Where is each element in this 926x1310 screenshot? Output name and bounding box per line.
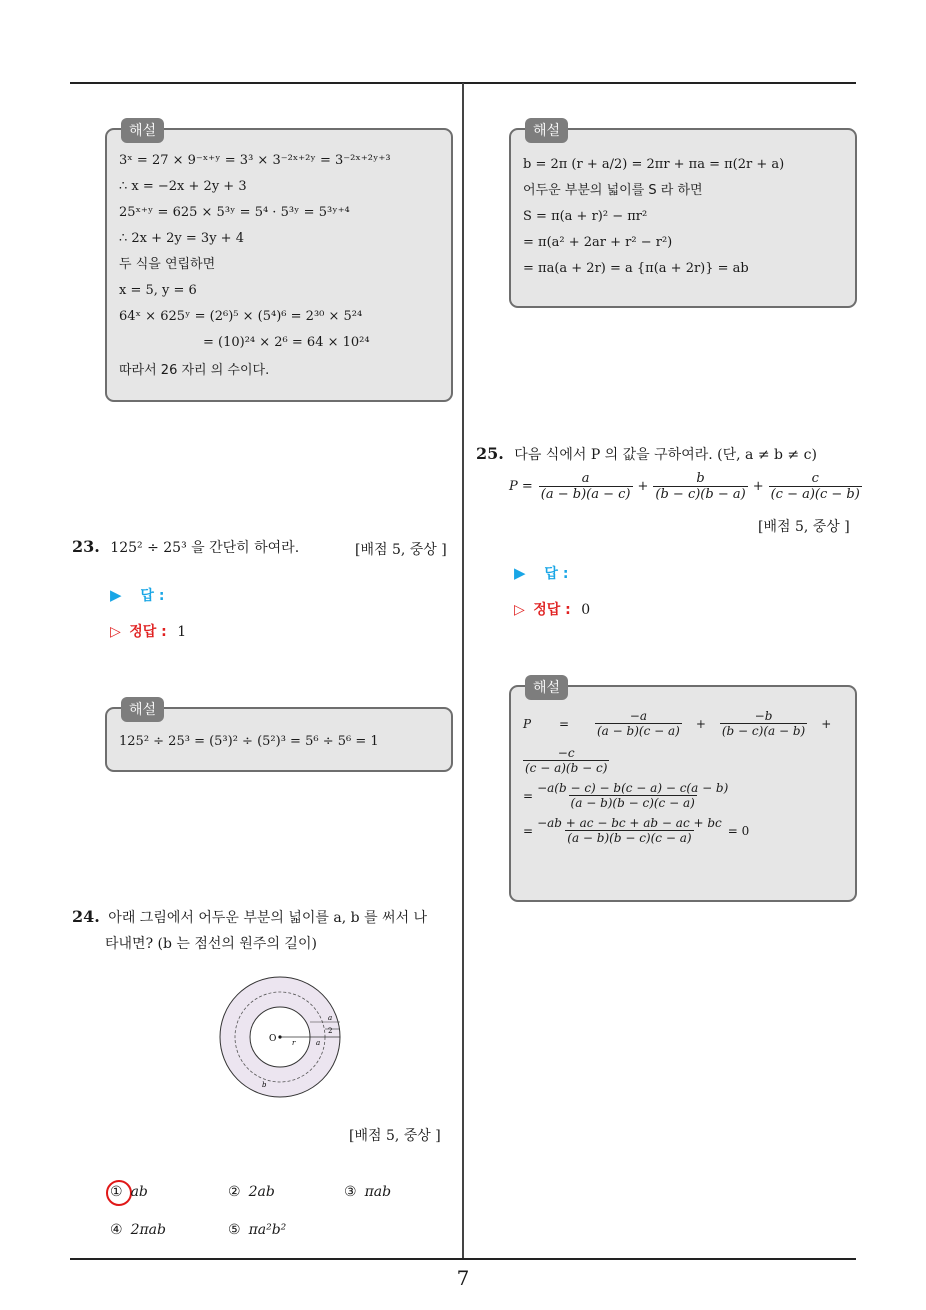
solution-line: 두 식을 연립하면 xyxy=(119,257,216,272)
concentric-circles-figure xyxy=(216,973,344,1101)
r-label: r xyxy=(292,1039,296,1047)
solution-row xyxy=(523,746,843,775)
choice-text: ab xyxy=(130,1184,148,1200)
solution-tag: 해설 xyxy=(525,675,568,700)
solution-line: x = 5, y = 6 xyxy=(119,283,197,298)
fraction-numerator: −a(b − c) − b(c − a) − c(a − b) xyxy=(537,781,729,795)
choice-text: 2πab xyxy=(130,1222,166,1238)
choice-number: ③ xyxy=(344,1184,357,1200)
choice-1[interactable] xyxy=(110,1184,148,1200)
question-text: 타내면? (b 는 점선의 원주의 길이) xyxy=(105,936,317,952)
answer-label: 답 : xyxy=(544,566,569,582)
question-meta: [배점 5, 중상 ] xyxy=(355,542,447,558)
correct-value: 1 xyxy=(177,624,187,640)
equals-sign: = xyxy=(559,716,570,731)
choice-text: πa²b² xyxy=(248,1222,287,1238)
fraction-denominator: (a − b)(b − c)(c − a) xyxy=(567,831,692,845)
solution-line: ∴ x = −2x + 2y + 3 xyxy=(119,179,247,194)
triangle-outline-icon: ▷ xyxy=(514,602,525,618)
choice-3[interactable] xyxy=(344,1184,391,1200)
correct-answer-23 xyxy=(110,621,186,641)
question-text: 다음 식에서 P 의 값을 구하여라. (단, a ≠ b ≠ c) xyxy=(514,447,817,463)
solution-line: 3ˣ = 27 × 9⁻ˣ⁺ʸ = 3³ × 3⁻²ˣ⁺²ʸ = 3⁻²ˣ⁺²ʸ⁺³ xyxy=(119,153,391,168)
solution-tag: 해설 xyxy=(121,118,164,143)
column-divider xyxy=(462,83,464,1258)
fraction-numerator: −c xyxy=(557,746,575,760)
a-label: a xyxy=(316,1039,321,1047)
formula-p xyxy=(509,471,862,502)
fraction xyxy=(653,471,747,502)
question-number: 23. xyxy=(72,537,100,556)
correct-label: 정답 : xyxy=(533,602,571,618)
question-text: 아래 그림에서 어두운 부분의 넓이를 a, b 를 써서 나 xyxy=(108,910,428,926)
result: = 0 xyxy=(727,823,750,838)
question-meta: [배점 5, 중상 ] xyxy=(349,1128,441,1144)
solution-line: 25ˣ⁺ʸ = 625 × 5³ʸ = 5⁴ · 5³ʸ = 5³ʸ⁺⁴ xyxy=(119,205,350,220)
plus-sign: + xyxy=(695,716,706,731)
correct-value: 0 xyxy=(581,602,591,618)
solution-line: S = π(a + r)² − πr² xyxy=(523,209,648,224)
b-label: b xyxy=(262,1081,267,1089)
solution-box-24 xyxy=(509,123,857,308)
solution-row xyxy=(523,781,843,810)
p-symbol: P xyxy=(523,716,532,731)
fraction xyxy=(769,471,862,502)
solution-line: 125² ÷ 25³ = (5³)² ÷ (5²)³ = 5⁶ ÷ 5⁶ = 1 xyxy=(119,734,379,749)
solution-line: 64ˣ × 625ʸ = (2⁶)⁵ × (5⁴)⁶ = 2³⁰ × 5²⁴ xyxy=(119,309,363,324)
choice-5[interactable] xyxy=(228,1222,286,1238)
play-icon: ▶ xyxy=(514,564,526,582)
solution-tag: 해설 xyxy=(121,697,164,722)
correct-answer-25 xyxy=(514,599,590,619)
solution-line: ∴ 2x + 2y = 3y + 4 xyxy=(119,231,244,246)
center-label: O xyxy=(269,1034,277,1044)
solution-box-25 xyxy=(509,680,857,902)
solution-row xyxy=(523,816,843,845)
question-number: 25. xyxy=(476,444,504,463)
fraction-numerator: −a xyxy=(629,709,648,723)
solution-line: 어두운 부분의 넓이를 S 라 하면 xyxy=(523,183,703,198)
question-23 xyxy=(72,534,299,561)
fraction-denominator: (c − a)(c − b) xyxy=(770,487,860,502)
choice-text: 2ab xyxy=(248,1184,275,1200)
question-meta: [배점 5, 중상 ] xyxy=(758,519,850,535)
fraction-denominator: (b − c)(a − b) xyxy=(721,724,806,738)
footer-rule xyxy=(70,1258,856,1260)
a-top-label: a xyxy=(328,1014,333,1022)
formula-lhs: P = xyxy=(509,479,533,494)
answer-field-23[interactable] xyxy=(110,585,164,605)
fraction-numerator: b xyxy=(696,471,705,486)
page-number: 7 xyxy=(456,1266,470,1290)
choice-number: ① xyxy=(110,1184,123,1200)
answer-field-25[interactable] xyxy=(514,563,568,583)
choice-number: ② xyxy=(228,1184,241,1200)
solution-box-23 xyxy=(105,702,453,772)
solution-row xyxy=(523,709,843,738)
fraction-denominator: (a − b)(b − c)(c − a) xyxy=(570,796,695,810)
solution-line: b = 2π (r + a/2) = 2πr + πa = π(2r + a) xyxy=(523,157,785,172)
solution-box-22 xyxy=(105,123,453,402)
answer-label: 답 : xyxy=(140,588,165,604)
choice-2[interactable] xyxy=(228,1184,275,1200)
question-number: 24. xyxy=(72,907,100,926)
equals-sign: = xyxy=(523,788,534,803)
solution-line: 따라서 26 자리 의 수이다. xyxy=(119,363,270,378)
question-25 xyxy=(476,441,817,468)
half-a-label: 2 xyxy=(328,1027,333,1035)
fraction xyxy=(595,709,682,738)
equals-sign: = xyxy=(523,823,534,838)
plus-sign: + xyxy=(637,479,649,494)
fraction xyxy=(720,709,807,738)
fraction-denominator: (b − c)(b − a) xyxy=(655,487,746,502)
fraction-numerator: −ab + ac − bc + ab − ac + bc xyxy=(537,816,722,830)
fraction xyxy=(523,746,609,775)
fraction xyxy=(537,781,728,810)
question-24 xyxy=(72,904,457,957)
fraction-denominator: (a − b)(a − c) xyxy=(540,487,631,502)
fraction-numerator: a xyxy=(581,471,590,486)
solution-tag: 해설 xyxy=(525,118,568,143)
triangle-outline-icon: ▷ xyxy=(110,624,121,640)
fraction-numerator: −b xyxy=(754,709,773,723)
fraction-numerator: c xyxy=(811,471,819,486)
solution-line: = (10)²⁴ × 2⁶ = 64 × 10²⁴ xyxy=(203,335,370,350)
question-text: 125² ÷ 25³ 을 간단히 하여라. xyxy=(110,540,300,556)
solution-line: = πa(a + 2r) = a {π(a + 2r)} = ab xyxy=(523,261,749,276)
choice-number: ⑤ xyxy=(228,1222,241,1238)
choice-number: ④ xyxy=(110,1222,123,1238)
solution-line: = π(a² + 2ar + r² − r²) xyxy=(523,235,673,250)
play-icon: ▶ xyxy=(110,586,122,604)
fraction-denominator: (a − b)(c − a) xyxy=(597,724,680,738)
plus-sign: + xyxy=(752,479,764,494)
plus-sign: + xyxy=(821,716,832,731)
fraction xyxy=(537,816,722,845)
fraction xyxy=(539,471,633,502)
choice-4[interactable] xyxy=(110,1222,166,1238)
fraction-denominator: (c − a)(b − c) xyxy=(525,761,608,775)
correct-label: 정답 : xyxy=(129,624,167,640)
choice-text: πab xyxy=(364,1184,392,1200)
